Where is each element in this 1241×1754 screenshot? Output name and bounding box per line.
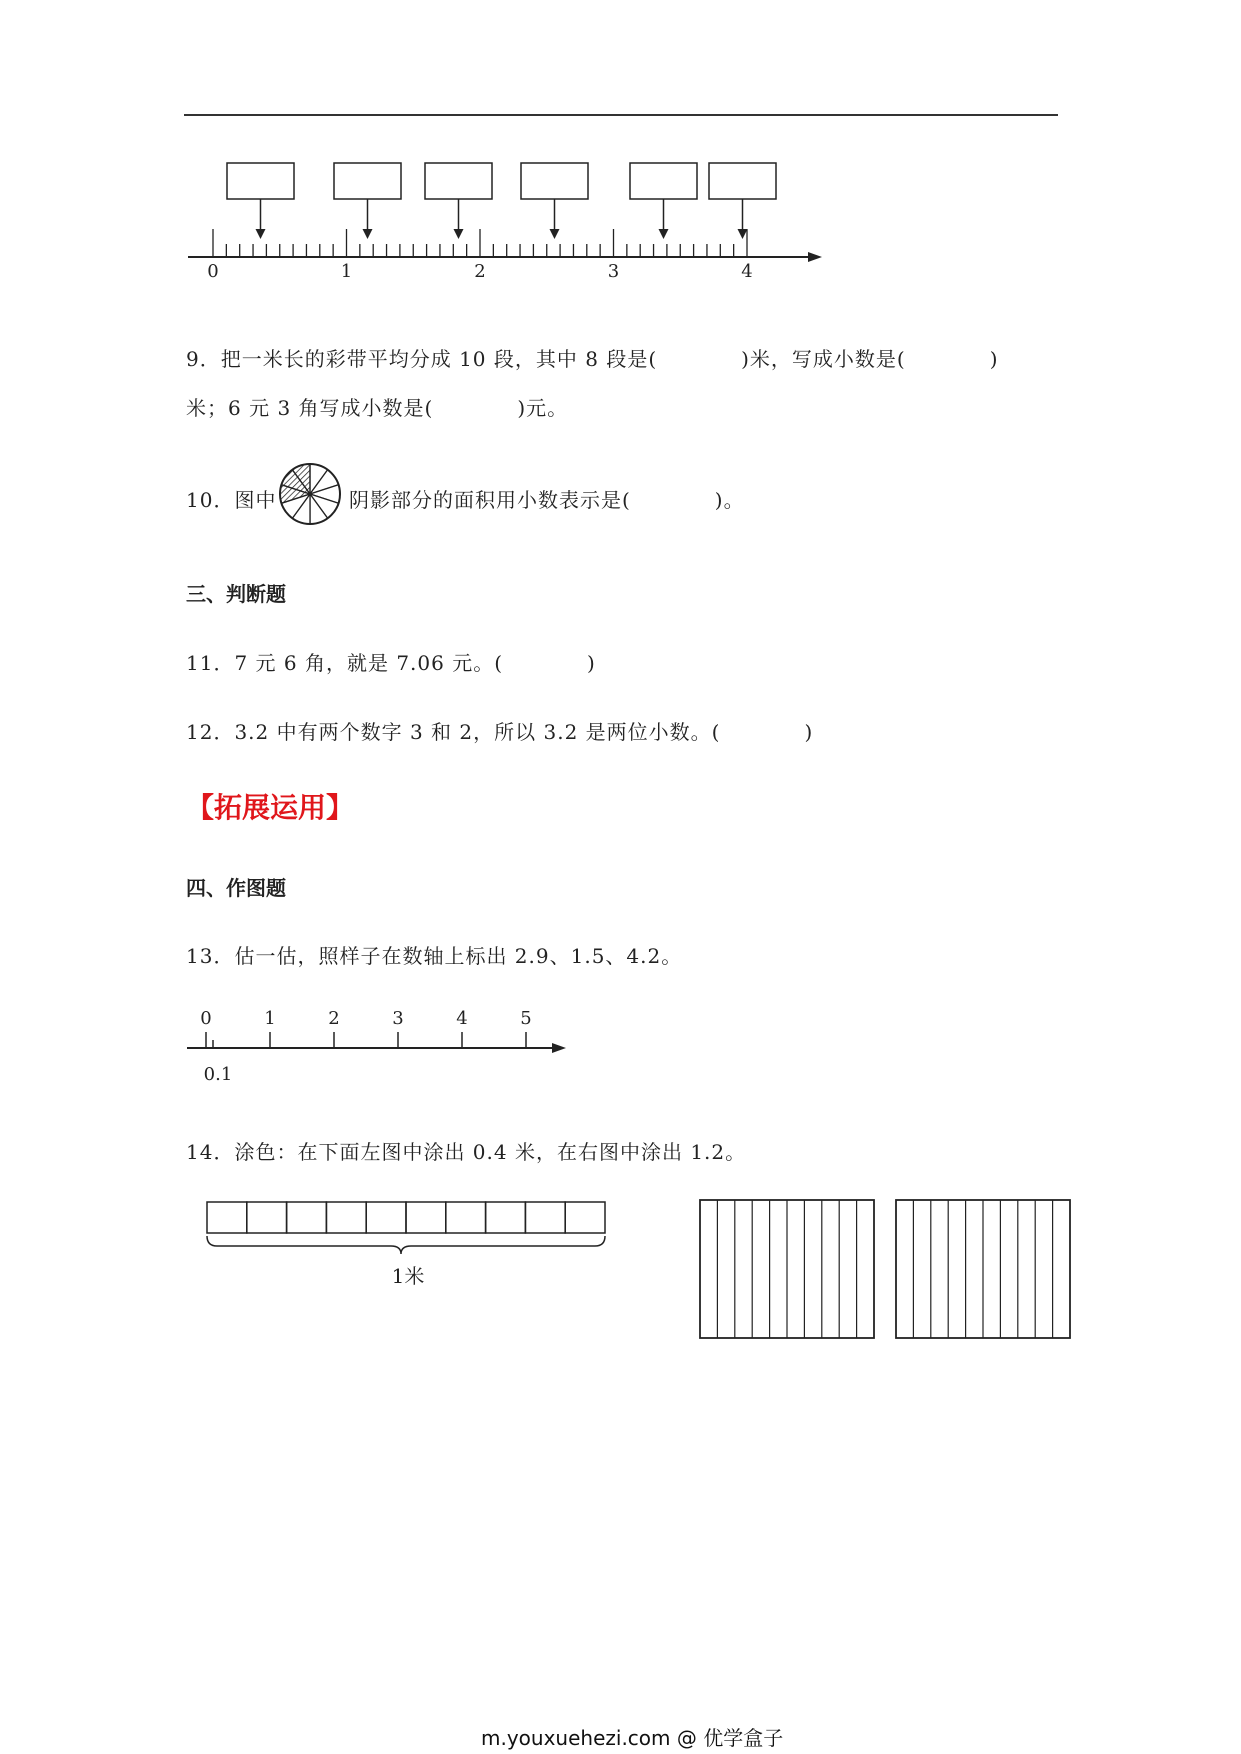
q8-pointer-arrows bbox=[261, 199, 743, 233]
q8-answer-box-4 bbox=[521, 163, 588, 199]
q12-text: 12．3.2 中有两个数字 3 和 2，所以 3.2 是两位小数。( ) bbox=[186, 720, 814, 744]
q14-bar-cell bbox=[565, 1202, 605, 1233]
q13-tick-marks bbox=[206, 1032, 526, 1048]
q14-right-strips-figure bbox=[698, 1198, 1076, 1340]
q14-left-bar-cells bbox=[207, 1202, 605, 1233]
q8-answer-box-5 bbox=[630, 163, 697, 199]
q8-answer-box-2 bbox=[334, 163, 401, 199]
q13-sample-label: 0.1 bbox=[203, 1064, 233, 1085]
q8-axis-arrowhead bbox=[808, 252, 822, 262]
q13-axis-arrowhead bbox=[552, 1043, 566, 1053]
q14-bar-label: 1米 bbox=[391, 1264, 425, 1288]
q13-tick-label-1: 1 bbox=[264, 1008, 276, 1029]
q14-bar-cell bbox=[486, 1202, 526, 1233]
q8-number-line-figure bbox=[180, 155, 830, 290]
q10-prefix: 10．图中 bbox=[186, 488, 277, 512]
header-rule bbox=[184, 114, 1058, 116]
extension-section-title: 【拓展运用】 bbox=[186, 791, 355, 824]
q14-bar-cell bbox=[247, 1202, 287, 1233]
q8-tick-label-1: 1 bbox=[340, 261, 353, 282]
q14-bar-cell bbox=[525, 1202, 565, 1233]
q8-tick-label-0: 0 bbox=[207, 261, 219, 282]
q8-answer-box-6 bbox=[709, 163, 776, 199]
q13-tick-label-2: 2 bbox=[328, 1008, 340, 1029]
q9-line-1: 9．把一米长的彩带平均分成 10 段，其中 8 段是( )米，写成小数是( ) bbox=[186, 347, 999, 371]
footer-watermark: m.youxuehezi.com @ 优学盒子 bbox=[481, 1726, 784, 1750]
section-3-title: 三、判断题 bbox=[186, 582, 286, 606]
q8-answer-box-3 bbox=[425, 163, 492, 199]
q10-suffix: 阴影部分的面积用小数表示是( )。 bbox=[349, 488, 745, 512]
q14-bar-cell bbox=[287, 1202, 327, 1233]
q14-bar-cell bbox=[366, 1202, 406, 1233]
q10-shaded-circle-figure bbox=[278, 462, 342, 526]
q8-tick-marks bbox=[213, 229, 747, 257]
q8-tick-label-4: 4 bbox=[741, 261, 753, 282]
q14-left-bar-figure bbox=[200, 1200, 620, 1292]
q14-bar-cell bbox=[406, 1202, 446, 1233]
q9-line-2: 米；6 元 3 角写成小数是( )元。 bbox=[186, 396, 569, 420]
q14-text: 14．涂色：在下面左图中涂出 0.4 米，在右图中涂出 1.2。 bbox=[186, 1140, 747, 1164]
q13-text: 13．估一估，照样子在数轴上标出 2.9、1.5、4.2。 bbox=[186, 944, 683, 968]
q8-answer-box-1 bbox=[227, 163, 294, 199]
q14-bar-cell bbox=[207, 1202, 247, 1233]
q13-tick-label-0: 0 bbox=[200, 1008, 212, 1029]
q8-tick-label-3: 3 bbox=[607, 261, 620, 282]
q14-strip-square-1 bbox=[700, 1200, 874, 1338]
q8-tick-label-2: 2 bbox=[474, 261, 486, 282]
q14-strip-square-2 bbox=[896, 1200, 1070, 1338]
q14-bar-cell bbox=[326, 1202, 366, 1233]
q11-text: 11．7 元 6 角，就是 7.06 元。( ) bbox=[186, 651, 596, 675]
q13-tick-label-3: 3 bbox=[392, 1008, 404, 1029]
q14-brace bbox=[207, 1236, 605, 1254]
q13-number-line-figure bbox=[180, 1000, 570, 1085]
q13-tick-label-5: 5 bbox=[520, 1008, 532, 1029]
q14-bar-cell bbox=[446, 1202, 486, 1233]
section-4-title: 四、作图题 bbox=[186, 876, 286, 900]
q13-tick-label-4: 4 bbox=[456, 1008, 468, 1029]
